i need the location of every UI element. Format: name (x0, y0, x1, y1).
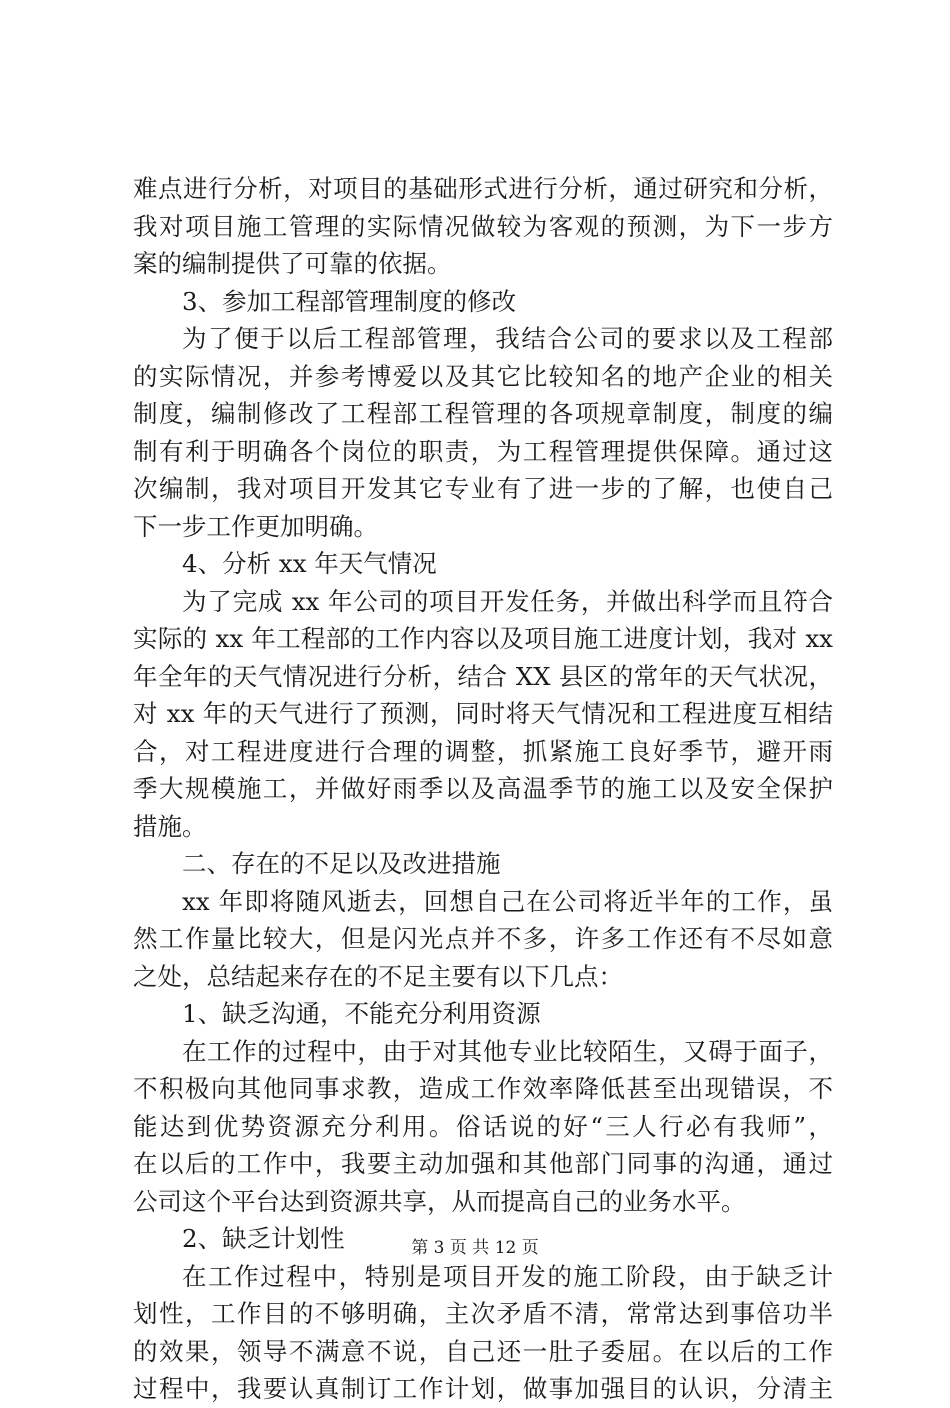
text-line: 不积极向其他同事求教，造成工作效率降低甚至出现错误，不 (133, 1074, 833, 1103)
text-line: 下一步工作更加明确。 (133, 511, 378, 541)
text-line: 制有利于明确各个岗位的职责，为工程管理提供保障。通过这 (133, 436, 833, 466)
text-line: 在以后的工作中，我要主动加强和其他部门同事的沟通，通过 (133, 1149, 833, 1178)
text-line: 在工作的过程中，由于对其他专业比较陌生，又碍于面子， (182, 1036, 833, 1066)
text-line: 之处，总结起来存在的不足主要有以下几点： (133, 961, 623, 991)
text-line: 案的编制提供了可靠的依据。 (133, 249, 452, 278)
text-line: 3、参加工程部管理制度的修改 (182, 286, 517, 316)
text-line: 措施。 (133, 811, 207, 841)
text-line: 实际的 xx 年工程部的工作内容以及项目施工进度计划，我对 xx (133, 624, 833, 653)
text-line: 在工作过程中，特别是项目开发的施工阶段，由于缺乏计 (182, 1261, 833, 1291)
text-line: 为了便于以后工程部管理，我结合公司的要求以及工程部 (182, 324, 833, 353)
text-line: 二、存在的不足以及改进措施 (182, 849, 501, 878)
text-line: 为了完成 xx 年公司的项目开发任务，并做出科学而且符合 (182, 586, 833, 616)
text-line: 1、缺乏沟通，不能充分利用资源 (182, 999, 541, 1028)
text-line: 合，对工程进度进行合理的调整，抓紧施工良好季节，避开雨 (133, 736, 833, 766)
text-line: 我对项目施工管理的实际情况做较为客观的预测，为下一步方 (133, 211, 833, 241)
text-line: 制度，编制修改了工程部工程管理的各项规章制度，制度的编 (133, 399, 833, 428)
text-line: 过程中，我要认真制订工作计划，做事加强目的认识，分清主 (133, 1374, 833, 1403)
text-line: 的效果，领导不满意不说，自己还一肚子委屈。在以后的工作 (133, 1336, 833, 1366)
document-body (133, 170, 833, 1408)
text-line: 公司这个平台达到资源共享，从而提高自己的业务水平。 (133, 1186, 746, 1216)
text-line: 季大规模施工，并做好雨季以及高温季节的施工以及安全保护 (133, 774, 833, 803)
text-line: 划性，工作目的不够明确，主次矛盾不清，常常达到事倍功半 (133, 1299, 833, 1328)
text-line: 次编制，我对项目开发其它专业有了进一步的了解，也使自己 (133, 474, 833, 503)
text-line: 难点进行分析，对项目的基础形式进行分析，通过研究和分析， (133, 174, 833, 203)
text-line: 2、缺乏计划性 (182, 1224, 345, 1253)
text-line: 年全年的天气情况进行分析，结合 XX 县区的常年的天气状况， (133, 661, 833, 691)
text-line: 对 xx 年的天气进行了预测，同时将天气情况和工程进度互相结 (133, 699, 833, 728)
text-line: xx 年即将随风逝去，回想自己在公司将近半年的工作，虽 (182, 886, 833, 916)
text-line: 能达到优势资源充分利用。俗话说的好“三人行必有我师”， (133, 1111, 833, 1141)
page-footer: 第 3 页 共 12 页 (411, 1238, 539, 1258)
text-line: 4、分析 xx 年天气情况 (182, 549, 437, 578)
text-line: 然工作量比较大，但是闪光点并不多，许多工作还有不尽如意 (133, 924, 833, 953)
text-line: 的实际情况，并参考博爱以及其它比较知名的地产企业的相关 (133, 361, 833, 391)
